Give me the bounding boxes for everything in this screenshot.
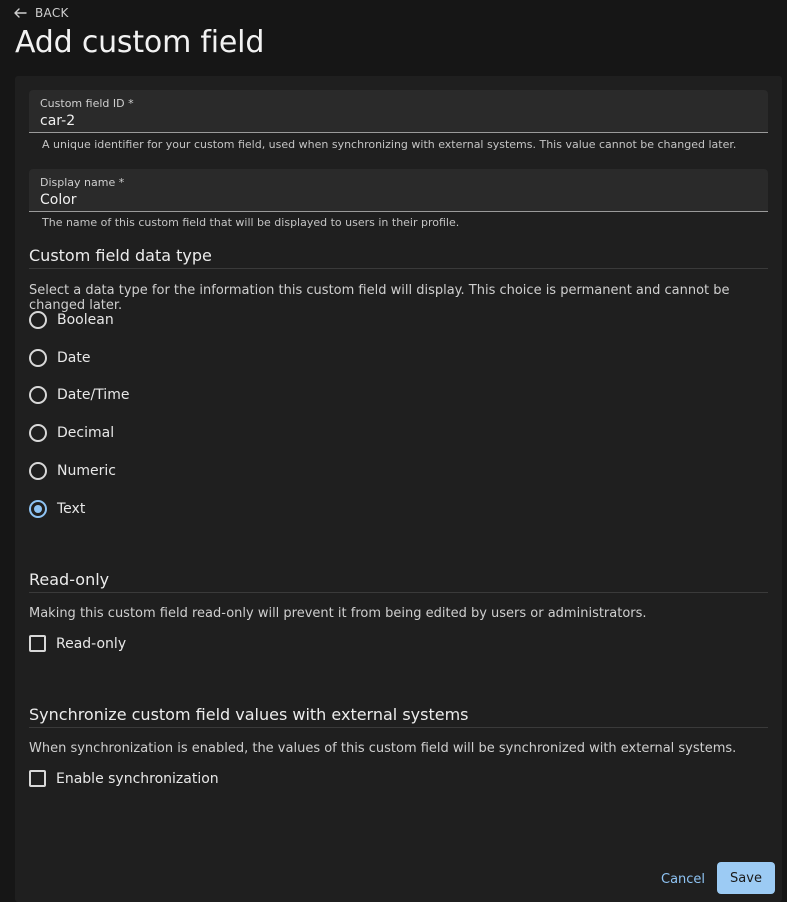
page-title: Add custom field <box>15 25 265 60</box>
radio-label: Decimal <box>57 425 115 441</box>
radio-label: Text <box>57 501 86 517</box>
radio-label: Date/Time <box>57 387 130 403</box>
cancel-button[interactable]: Cancel <box>661 871 706 887</box>
display-name-input[interactable] <box>29 169 768 212</box>
read-only-checkbox-row[interactable] <box>29 635 126 652</box>
radio-circle[interactable] <box>29 424 47 442</box>
radio-decimal[interactable] <box>29 424 114 442</box>
radio-label: Numeric <box>57 463 116 479</box>
back-link[interactable] <box>14 6 69 20</box>
data-type-heading: Custom field data type <box>29 246 768 269</box>
back-label: BACK <box>35 6 69 20</box>
radio-numeric[interactable] <box>29 462 116 480</box>
custom-field-id-helper: A unique identifier for your custom field, used when synchronizing with external systems. This value cannot be changed later. <box>42 138 737 151</box>
radio-circle[interactable] <box>29 349 47 367</box>
display-name-helper: The name of this custom field that will be displayed to users in their profile. <box>42 216 460 229</box>
radio-circle[interactable] <box>29 462 47 480</box>
form-panel <box>15 76 782 902</box>
radio-date-time[interactable] <box>29 386 129 404</box>
radio-circle[interactable] <box>29 386 47 404</box>
display-name-label: Display name * <box>40 176 125 189</box>
sync-heading: Synchronize custom field values with external systems <box>29 705 768 728</box>
custom-field-id-value[interactable] <box>40 112 757 131</box>
radio-label: Boolean <box>57 312 114 328</box>
sync-description: When synchronization is enabled, the values of this custom field will be synchronized with external systems. <box>29 741 737 756</box>
enable-sync-checkbox-label: Enable synchronization <box>56 770 219 787</box>
custom-field-id-label: Custom field ID * <box>40 97 134 110</box>
enable-sync-checkbox-row[interactable] <box>29 770 219 787</box>
display-name-value[interactable] <box>40 191 757 210</box>
read-only-checkbox[interactable] <box>29 635 46 652</box>
radio-circle-selected[interactable] <box>29 500 47 518</box>
read-only-checkbox-label: Read-only <box>56 635 127 652</box>
radio-boolean[interactable] <box>29 311 114 329</box>
radio-circle[interactable] <box>29 311 47 329</box>
radio-text[interactable] <box>29 500 85 518</box>
read-only-description: Making this custom field read-only will prevent it from being edited by users or administrators. <box>29 606 647 621</box>
data-type-description: Select a data type for the information this custom field will display. This choice is permanent and cannot be changed later. <box>29 283 730 313</box>
arrow-left-icon <box>14 8 27 18</box>
enable-sync-checkbox[interactable] <box>29 770 46 787</box>
custom-field-id-input[interactable] <box>29 90 768 133</box>
read-only-heading: Read-only <box>29 570 768 593</box>
radio-date[interactable] <box>29 349 90 367</box>
save-button[interactable]: Save <box>717 862 775 894</box>
page-header <box>0 0 787 76</box>
radio-label: Date <box>57 350 91 366</box>
